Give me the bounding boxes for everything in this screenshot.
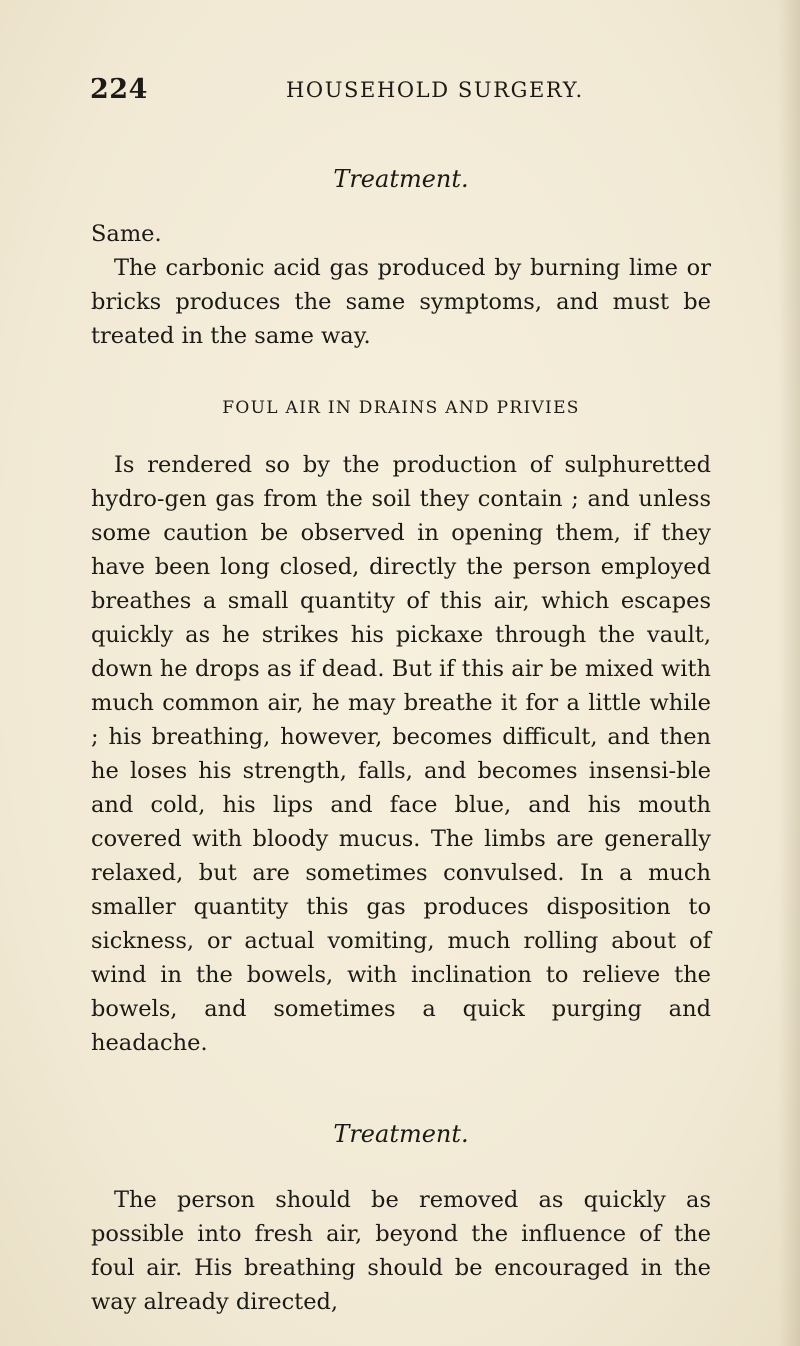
paragraph-foul-air: Is rendered so by the production of sulphuretted hydro-gen gas from the soil they contain ; and unless some caution be observed in opening them, if they have been long closed, directly the person employed breathes a small quantity of this air, which escapes quickly as he strikes his pickaxe through the vault, down he drops as if dead. But if this air be mixed with much common air, he may breathe it for a little while ; his breathing, however, becomes difficult, and then he loses his strength, falls, and becomes insensi-ble and cold, his lips and face blue, and his mouth covered with bloody mucus. The limbs are generally relaxed, but are sometimes convulsed. In a much smaller quantity this gas produces disposition to sickness, or actual vomiting, much rolling about of wind in the bowels, with inclination to relieve the bowels, and sometimes a quick purging and headache. bbox=[91, 452, 711, 1056]
section-heading-treatment-2: Treatment. bbox=[333, 1120, 469, 1148]
page-edge-shadow bbox=[778, 0, 800, 1346]
section-heading-treatment-1: Treatment. bbox=[333, 165, 469, 193]
paragraph-same: Same. bbox=[91, 221, 162, 247]
running-head bbox=[90, 74, 620, 110]
page-number: 224 bbox=[90, 74, 148, 105]
paragraph-carbonic-acid: The carbonic acid gas produced by burning lime or bricks produces the same symptoms, and must be treated in the same way. bbox=[91, 255, 711, 349]
paragraph-treatment-2: The person should be removed as quickly as possible into fresh air, beyond the influence of the foul air. His breathing should be encouraged in the way already directed, bbox=[91, 1187, 711, 1315]
body-text bbox=[91, 163, 711, 1319]
running-title: HOUSEHOLD SURGERY. bbox=[286, 78, 584, 102]
section-heading-foul-air: FOUL AIR IN DRAINS AND PRIVIES bbox=[222, 398, 580, 418]
